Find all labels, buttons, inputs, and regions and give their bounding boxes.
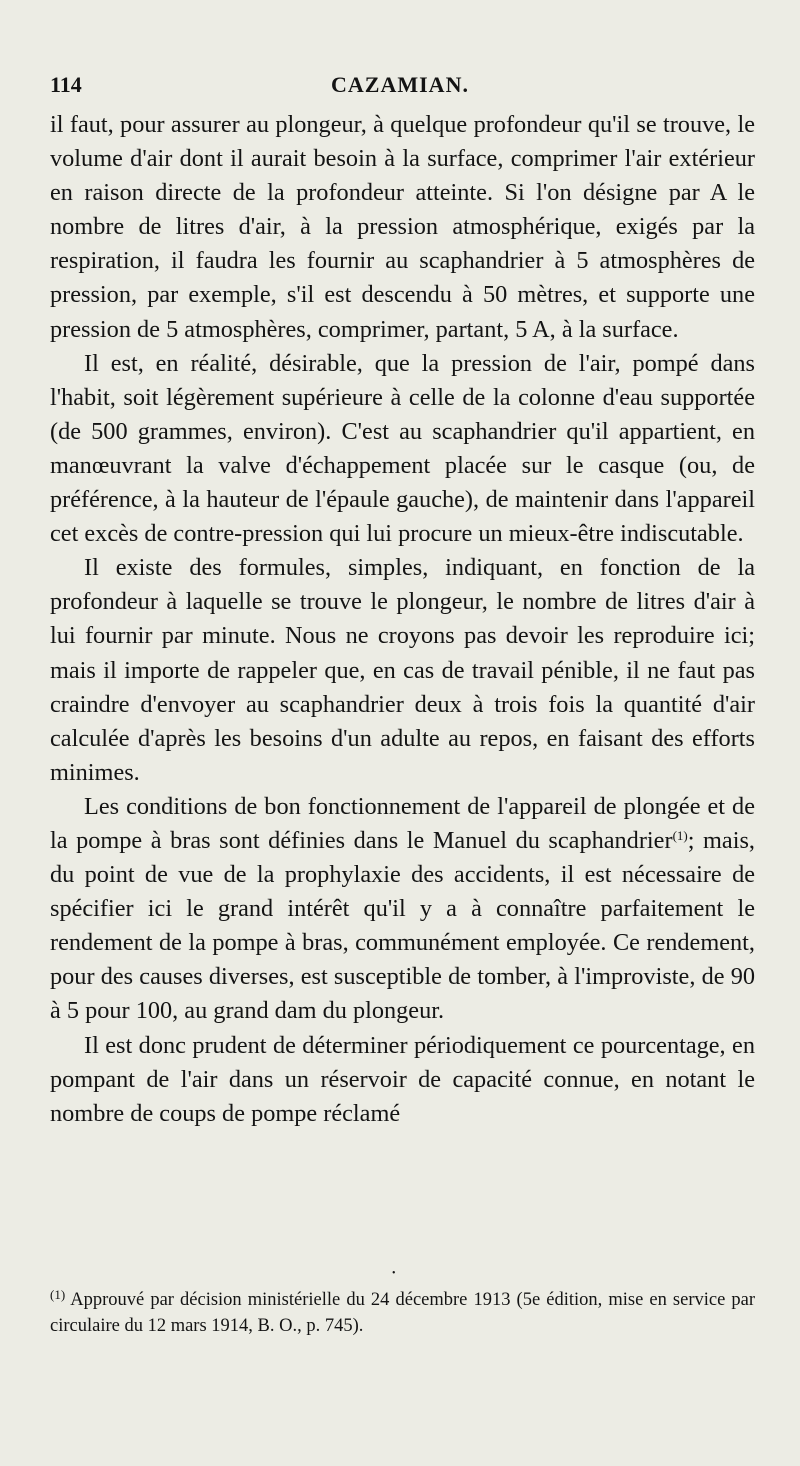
footnote: [50, 1282, 755, 1339]
page-header: [50, 72, 750, 104]
body-text: [50, 108, 755, 1131]
footnote-marker: (1): [50, 1287, 66, 1302]
page-number: 114: [50, 72, 82, 97]
paragraph-4-end: ; mais, du point de vue de la prophylaxie des accidents, il est nécessaire de spécifier ici le grand intérêt qu'il y a à connaître parfaitement le rendement de la pompe à bras, communément employée. Ce rendement, pour des causes diverses, est susceptible de tomber, à l'improviste, de 90 à 5 pour 100, au grand dam du plongeur.: [50, 826, 755, 1025]
paragraph-4: [50, 790, 755, 1029]
paragraph-3: Il existe des formules, simples, indiquant, en fonction de la profondeur à laquelle se trouve le plongeur, le nombre de litres d'air à lui fournir par minute. Nous ne croyons pas devoir les reproduire ici; mais il importe de rappeler que, en cas de travail pénible, il ne faut pas craindre d'envoyer au scaphandrier deux à trois fois la quantité d'air calculée d'après les besoins d'un adulte au repos, en faisant des efforts minimes.: [50, 554, 755, 786]
paragraph-2: Il est, en réalité, désirable, que la pression de l'air, pompé dans l'habit, soit légèrement supérieure à celle de la colonne d'eau supportée (de 500 grammes, environ). C'est au scaphandrier qu'il appartient, en manœuvrant la valve d'échappement placée sur le casque (ou, de préférence, à la hauteur de l'épaule gauche), de maintenir dans l'appareil cet excès de contre-pression qui lui procure un mieux-être indiscutable.: [50, 349, 755, 548]
running-title: CAZAMIAN.: [331, 72, 469, 97]
paragraph-5: Il est donc prudent de déterminer périodiquement ce pourcentage, en pompant de l'air dans un réservoir de capacité connue, en notant le nombre de coups de pompe réclamé: [50, 1031, 755, 1127]
separator-mark: •: [392, 1268, 396, 1279]
paragraph-4-start: Les conditions de bon fonctionnement de l'appareil de plongée et de la pompe à bras sont définies dans le Manuel du scaphandrier: [50, 792, 755, 854]
footnote-reference[interactable]: (1): [672, 827, 688, 843]
paragraph-1: il faut, pour assurer au plongeur, à quelque profondeur qu'il se trouve, le volume d'air dont il aurait besoin à la surface, comprimer l'air extérieur en raison directe de la profondeur atteinte. Si l'on désigne par A le nombre de litres d'air, à la pression atmosphérique, exigés par la respiration, il faudra les fournir au scaphandrier à 5 atmosphères de pression, par exemple, s'il est descendu à 50 mètres, et supporte une pression de 5 atmosphères, comprimer, partant, 5 A, à la surface.: [50, 111, 755, 343]
footnote-text: Approuvé par décision ministérielle du 24 décembre 1913 (5e édition, mise en service par circulaire du 12 mars 1914, B. O., p. 745).: [50, 1290, 755, 1336]
